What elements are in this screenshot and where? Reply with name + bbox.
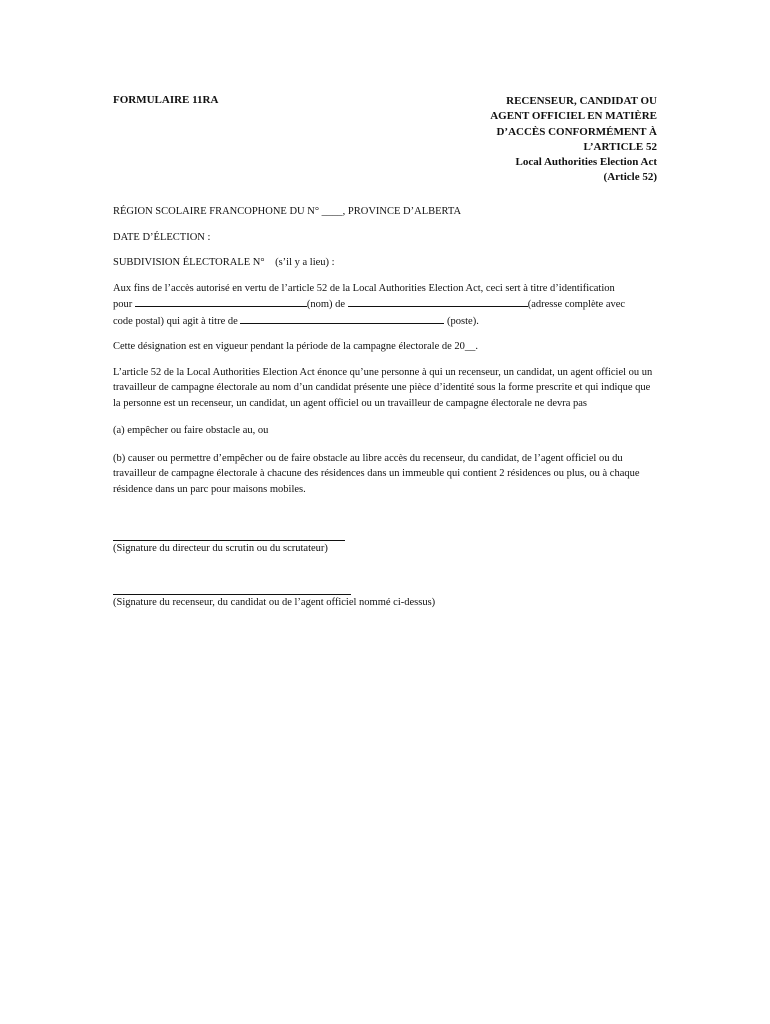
name-field[interactable] [135, 296, 307, 307]
address-field[interactable] [348, 296, 528, 307]
subdivision-line [113, 255, 658, 271]
form-title-line: L’ARTICLE 52 [583, 140, 657, 153]
form-title-line: Local Authorities Election Act [515, 156, 657, 169]
form-title-line: RECENSEUR, CANDIDAT OU [506, 95, 657, 107]
postal-code-label: code postal) qui agit à titre de [113, 315, 238, 327]
form-id: FORMULAIRE 11RA [113, 94, 219, 106]
canvasser-signature-line[interactable] [113, 594, 351, 595]
subdivision-note: (s’il y a lieu) : [275, 257, 335, 268]
item-a: (a) empêcher ou faire obstacle au, ou [113, 425, 269, 436]
article-text: L’article 52 de la Local Authorities Election Act énonce qu’une personne à qui un recenseur, un candidat, un agent officiel ou un travailleur de campagne électorale au nom d’un candidat présente une pièce d’identité sous la forme prescrite et qui indique que la personne est un recenseur, un candidat, un agent officiel ou un travailleur de campagne électorale ne devra pas [113, 366, 653, 409]
position-field[interactable] [240, 313, 444, 324]
position-label: (poste). [447, 315, 479, 327]
nom-de-label: (nom) de [306, 299, 346, 310]
address-label: (adresse complète avec [527, 299, 626, 310]
canvasser-signature-label: (Signature du recenseur, du candidat ou de l’agent officiel nommé ci-dessus) [113, 597, 436, 608]
form-title [397, 94, 657, 186]
identification-intro: Aux fins de l’accès autorisé en vertu de l’article 52 de la Local Authorities Election Act, ceci sert à titre d’identification [113, 282, 615, 294]
officer-signature-block [113, 540, 345, 554]
pour-label: pour [113, 299, 133, 310]
canvasser-signature-block [113, 594, 435, 608]
officer-signature-label: (Signature du directeur du scrutin ou du scrutateur) [113, 543, 328, 554]
identification-paragraph [113, 281, 658, 330]
officer-signature-line[interactable] [113, 540, 345, 541]
election-date-label: DATE D’ÉLECTION : [113, 231, 211, 243]
form-title-line: AGENT OFFICIEL EN MATIÈRE [490, 110, 657, 123]
validity-text: Cette désignation est en vigueur pendant la période de la campagne électorale de 20__. [113, 341, 479, 352]
form-title-line: (Article 52) [603, 171, 657, 184]
form-body [113, 204, 658, 497]
form-title-line: D’ACCÈS CONFORMÉMENT À [496, 125, 657, 138]
item-b: (b) causer ou permettre d’empêcher ou de faire obstacle au libre accès du recenseur, du candidat, de l’agent officiel ou du travailleur de campagne électorale à chacune des résidences dans un immeuble qui contient 2 résidences ou plus, ou à chaque résidence dans un parc pour maisons mobiles. [113, 452, 640, 495]
subdivision-label: SUBDIVISION ÉLECTORALE N° [113, 257, 265, 268]
region-line: RÉGION SCOLAIRE FRANCOPHONE DU N° ____, PROVINCE D’ALBERTA [113, 206, 462, 217]
